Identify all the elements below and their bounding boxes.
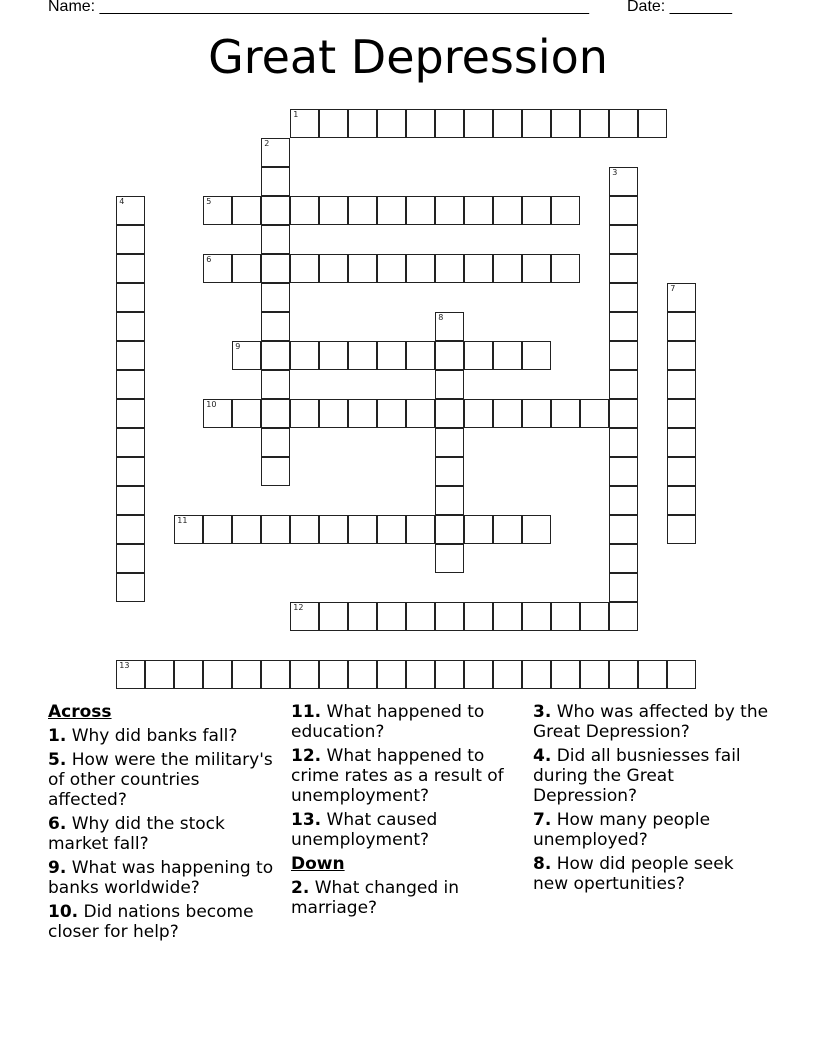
grid-cell[interactable] [116,370,145,399]
clue-text: Why did the stock market fall? [48,814,225,854]
grid-cell[interactable] [145,660,174,689]
grid-cell[interactable] [116,283,145,312]
clue-number: 1. [48,726,67,746]
grid-cell[interactable] [667,660,696,689]
grid-cell[interactable] [116,457,145,486]
grid-cell[interactable] [609,312,638,341]
grid-cell[interactable] [551,602,580,631]
grid-cell[interactable] [609,660,638,689]
grid-cell[interactable] [435,370,464,399]
grid-cell[interactable] [116,341,145,370]
grid-cell[interactable] [116,486,145,515]
grid-cell[interactable] [261,399,290,428]
grid-cell[interactable] [261,428,290,457]
grid-cell[interactable] [319,109,348,138]
grid-cell[interactable] [609,399,638,428]
grid-cell[interactable] [406,341,435,370]
grid-cell[interactable] [493,109,522,138]
grid-cell[interactable] [116,515,145,544]
grid-cell[interactable] [464,602,493,631]
grid-cell[interactable] [290,515,319,544]
grid-cell[interactable] [609,428,638,457]
grid-cell[interactable] [377,602,406,631]
grid-cell[interactable] [319,602,348,631]
clue-text: Who was affected by the Great Depression? [533,702,769,742]
clue-across-9 [48,858,278,898]
grid-cell[interactable] [377,109,406,138]
grid-cell[interactable] [609,457,638,486]
clue-across-1 [48,726,278,746]
grid-cell[interactable] [464,109,493,138]
grid-cell[interactable] [203,515,232,544]
grid-cell[interactable] [261,167,290,196]
grid-cell[interactable] [261,515,290,544]
grid-cell[interactable] [464,196,493,225]
grid-cell[interactable] [406,660,435,689]
clue-across-5 [48,750,278,810]
clues-column-1 [48,702,278,946]
grid-cell[interactable] [609,225,638,254]
grid-cell[interactable] [435,544,464,573]
grid-cell[interactable] [116,428,145,457]
grid-cell[interactable] [435,254,464,283]
grid-cell[interactable] [667,399,696,428]
grid-cell[interactable] [261,341,290,370]
grid-cell[interactable] [348,254,377,283]
grid-cell[interactable] [435,428,464,457]
grid-cell[interactable] [522,399,551,428]
grid-cell[interactable] [261,283,290,312]
clue-number: 7. [533,810,552,830]
cell-number: 5 [206,197,212,207]
grid-cell[interactable] [406,109,435,138]
grid-cell[interactable] [261,196,290,225]
cell-number: 3 [612,168,618,178]
clue-across-11 [291,702,526,742]
clue-down-2 [291,878,526,918]
grid-cell[interactable] [261,370,290,399]
grid-cell[interactable] [522,341,551,370]
grid-cell[interactable] [406,399,435,428]
clue-number: 8. [533,854,552,874]
grid-cell[interactable] [319,254,348,283]
cell-number: 4 [119,197,125,207]
grid-cell[interactable] [435,196,464,225]
grid-cell[interactable] [261,312,290,341]
grid-cell[interactable] [522,515,551,544]
grid-cell[interactable] [435,109,464,138]
grid-cell[interactable] [290,660,319,689]
grid-cell[interactable] [319,399,348,428]
grid-cell[interactable] [261,254,290,283]
clue-text: What happened to education? [291,702,485,742]
grid-cell[interactable] [609,515,638,544]
cell-number: 12 [293,603,304,613]
cell-number: 7 [670,284,676,294]
grid-cell[interactable] [377,196,406,225]
grid-cell[interactable] [435,312,464,341]
grid-cell[interactable] [435,486,464,515]
grid-cell[interactable] [290,602,319,631]
grid-cell[interactable] [406,515,435,544]
grid-cell[interactable] [348,602,377,631]
puzzle-title: Great Depression [208,30,608,84]
grid-cell[interactable] [232,660,261,689]
clues-column-3 [533,702,773,898]
grid-cell[interactable] [203,254,232,283]
cell-number: 9 [235,342,241,352]
grid-cell[interactable] [638,109,667,138]
clue-across-6 [48,814,278,854]
grid-cell[interactable] [290,341,319,370]
grid-cell[interactable] [348,515,377,544]
grid-cell[interactable] [203,660,232,689]
grid-cell[interactable] [290,399,319,428]
grid-cell[interactable] [667,312,696,341]
grid-cell[interactable] [493,254,522,283]
grid-cell[interactable] [609,544,638,573]
clues-column-2 [291,702,526,922]
grid-cell[interactable] [261,138,290,167]
grid-cell[interactable] [348,341,377,370]
grid-cell[interactable] [609,109,638,138]
grid-cell[interactable] [290,254,319,283]
grid-cell[interactable] [377,515,406,544]
clue-across-10 [48,902,278,942]
clue-text: What was happening to banks worldwide? [48,858,274,898]
grid-cell[interactable] [667,283,696,312]
grid-cell[interactable] [377,254,406,283]
grid-cell[interactable] [522,602,551,631]
down-heading: Down [291,854,345,874]
grid-cell[interactable] [261,225,290,254]
grid-cell[interactable] [551,109,580,138]
cell-number: 1 [293,110,299,120]
grid-cell[interactable] [464,515,493,544]
grid-cell[interactable] [609,341,638,370]
cell-number: 10 [206,400,217,410]
clue-number: 6. [48,814,67,834]
grid-cell[interactable] [377,660,406,689]
grid-cell[interactable] [116,399,145,428]
grid-cell[interactable] [580,109,609,138]
grid-cell[interactable] [232,399,261,428]
grid-cell[interactable] [522,109,551,138]
grid-cell[interactable] [261,457,290,486]
grid-cell[interactable] [609,196,638,225]
clue-number: 4. [533,746,552,766]
grid-cell[interactable] [638,660,667,689]
grid-cell[interactable] [464,341,493,370]
grid-cell[interactable] [319,660,348,689]
grid-cell[interactable] [493,515,522,544]
clue-text: Did all busniesses fail during the Great Depression? [533,746,741,806]
grid-cell[interactable] [116,660,145,689]
grid-cell[interactable] [493,660,522,689]
grid-cell[interactable] [319,341,348,370]
grid-cell[interactable] [319,515,348,544]
grid-cell[interactable] [203,196,232,225]
grid-cell[interactable] [551,254,580,283]
grid-cell[interactable] [522,196,551,225]
grid-cell[interactable] [609,573,638,602]
clue-number: 12. [291,746,322,766]
grid-cell[interactable] [232,254,261,283]
grid-cell[interactable] [493,602,522,631]
grid-cell[interactable] [232,341,261,370]
grid-cell[interactable] [319,196,348,225]
cell-number: 13 [119,661,130,671]
clue-text: What happened to crime rates as a result of unemployment? [291,746,504,806]
clue-number: 2. [291,878,310,898]
clue-text: How were the military's of other countries affected? [48,750,273,810]
clue-text: Did nations become closer for help? [48,902,254,942]
clue-down-8 [533,854,773,894]
clue-across-12 [291,746,526,806]
grid-cell[interactable] [116,254,145,283]
grid-cell[interactable] [609,254,638,283]
clue-text: How did people seek new opertunities? [533,854,734,894]
grid-cell[interactable] [174,515,203,544]
grid-cell[interactable] [406,602,435,631]
grid-cell[interactable] [667,486,696,515]
grid-cell[interactable] [203,399,232,428]
grid-cell[interactable] [551,196,580,225]
cell-number: 11 [177,516,188,526]
grid-cell[interactable] [290,196,319,225]
grid-cell[interactable] [522,254,551,283]
grid-cell[interactable] [667,428,696,457]
clue-number: 5. [48,750,67,770]
clue-number: 10. [48,902,79,922]
grid-cell[interactable] [232,196,261,225]
name-field-label: Name: _______________________________________________________ [48,0,589,15]
grid-cell[interactable] [493,196,522,225]
clue-number: 9. [48,858,67,878]
grid-cell[interactable] [406,254,435,283]
grid-cell[interactable] [377,341,406,370]
clue-text: How many people unemployed? [533,810,711,850]
grid-cell[interactable] [435,515,464,544]
grid-cell[interactable] [435,399,464,428]
clue-text: Why did banks fall? [66,726,238,746]
grid-cell[interactable] [435,602,464,631]
grid-cell[interactable] [580,399,609,428]
grid-cell[interactable] [551,399,580,428]
clue-text: What changed in marriage? [291,878,460,918]
grid-cell[interactable] [580,602,609,631]
grid-cell[interactable] [667,370,696,399]
grid-cell[interactable] [174,660,203,689]
grid-cell[interactable] [116,196,145,225]
grid-cell[interactable] [406,196,435,225]
grid-cell[interactable] [290,109,319,138]
grid-cell[interactable] [493,341,522,370]
grid-cell[interactable] [116,312,145,341]
grid-cell[interactable] [464,399,493,428]
grid-cell[interactable] [348,196,377,225]
grid-cell[interactable] [348,109,377,138]
across-heading: Across [48,702,112,722]
grid-cell[interactable] [464,660,493,689]
grid-cell[interactable] [551,660,580,689]
grid-cell[interactable] [464,254,493,283]
clue-across-13 [291,810,526,850]
date-field-label: Date: _______ [627,0,732,15]
grid-cell[interactable] [435,457,464,486]
grid-cell[interactable] [435,660,464,689]
clue-number: 3. [533,702,552,722]
grid-cell[interactable] [609,167,638,196]
clue-number: 13. [291,810,322,830]
grid-cell[interactable] [609,370,638,399]
grid-cell[interactable] [667,515,696,544]
grid-cell[interactable] [348,399,377,428]
grid-cell[interactable] [116,225,145,254]
clue-text: What caused unemployment? [291,810,438,850]
cell-number: 2 [264,139,270,149]
grid-cell[interactable] [522,660,551,689]
clue-down-3 [533,702,773,742]
clue-down-4 [533,746,773,806]
grid-cell[interactable] [435,341,464,370]
cell-number: 8 [438,313,444,323]
grid-cell[interactable] [580,660,609,689]
grid-cell[interactable] [609,486,638,515]
grid-cell[interactable] [348,660,377,689]
cell-number: 6 [206,255,212,265]
grid-cell[interactable] [377,399,406,428]
grid-cell[interactable] [667,457,696,486]
clue-down-7 [533,810,773,850]
grid-cell[interactable] [493,399,522,428]
grid-cell[interactable] [609,283,638,312]
clue-number: 11. [291,702,322,722]
grid-cell[interactable] [116,573,145,602]
grid-cell[interactable] [667,341,696,370]
grid-cell[interactable] [232,515,261,544]
grid-cell[interactable] [609,602,638,631]
grid-cell[interactable] [116,544,145,573]
grid-cell[interactable] [261,660,290,689]
